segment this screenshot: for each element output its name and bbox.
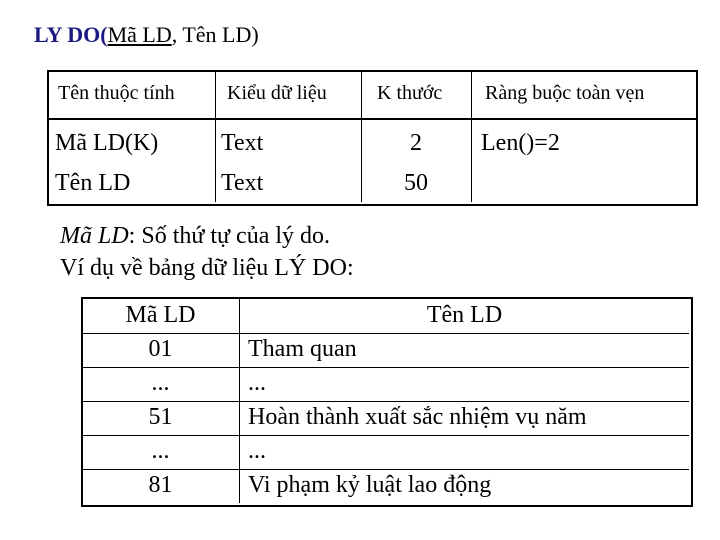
- column-divider: [471, 72, 472, 202]
- title-rest: , Tên LD): [171, 22, 259, 47]
- data-table: [81, 297, 693, 507]
- cell-size: 50: [404, 170, 428, 196]
- column-divider: [215, 72, 216, 202]
- title-key: Mã LD: [107, 22, 172, 47]
- note-label: Mã LD: [60, 223, 129, 249]
- cell-attribute-name: Mã LD(K): [55, 130, 159, 156]
- cell-code: ...: [151, 370, 170, 396]
- header-attribute-name: Tên thuộc tính: [58, 82, 175, 104]
- row-divider: [83, 367, 689, 368]
- header-data-type: Kiểu dữ liệu: [227, 82, 327, 104]
- description-note: [60, 220, 354, 284]
- row-divider: [83, 401, 689, 402]
- header-size: K thước: [377, 82, 443, 104]
- note-example: Ví dụ về bảng dữ liệu LÝ DO:: [60, 255, 354, 281]
- note-line: [60, 220, 354, 252]
- header-constraint: Ràng buộc toàn vẹn: [485, 82, 645, 104]
- cell-size: 2: [410, 130, 422, 156]
- cell-data-type: Text: [221, 170, 264, 196]
- attribute-table-header: [49, 72, 696, 120]
- cell-code: 81: [148, 472, 173, 498]
- cell-name: Hoàn thành xuất sắc nhiệm vụ năm: [248, 404, 587, 430]
- page-title: [34, 22, 259, 48]
- cell-name: Vi phạm kỷ luật lao động: [248, 472, 492, 498]
- row-divider: [83, 333, 689, 334]
- cell-constraint: Len()=2: [481, 130, 560, 156]
- title-entity: LY DO(: [34, 22, 108, 47]
- header-name: Tên LD: [426, 302, 503, 328]
- cell-name: ...: [248, 438, 266, 464]
- cell-code: 51: [148, 404, 173, 430]
- cell-attribute-name: Tên LD: [55, 170, 131, 196]
- cell-name: ...: [248, 370, 266, 396]
- cell-name: Tham quan: [248, 336, 357, 362]
- note-desc: : Số thứ tự của lý do.: [128, 223, 331, 249]
- header-code: Mã LD: [125, 302, 196, 328]
- cell-code: ...: [151, 438, 170, 464]
- cell-data-type: Text: [221, 130, 264, 156]
- attribute-table: [47, 70, 698, 206]
- row-divider: [83, 469, 689, 470]
- row-divider: [83, 435, 689, 436]
- cell-code: 01: [148, 336, 173, 362]
